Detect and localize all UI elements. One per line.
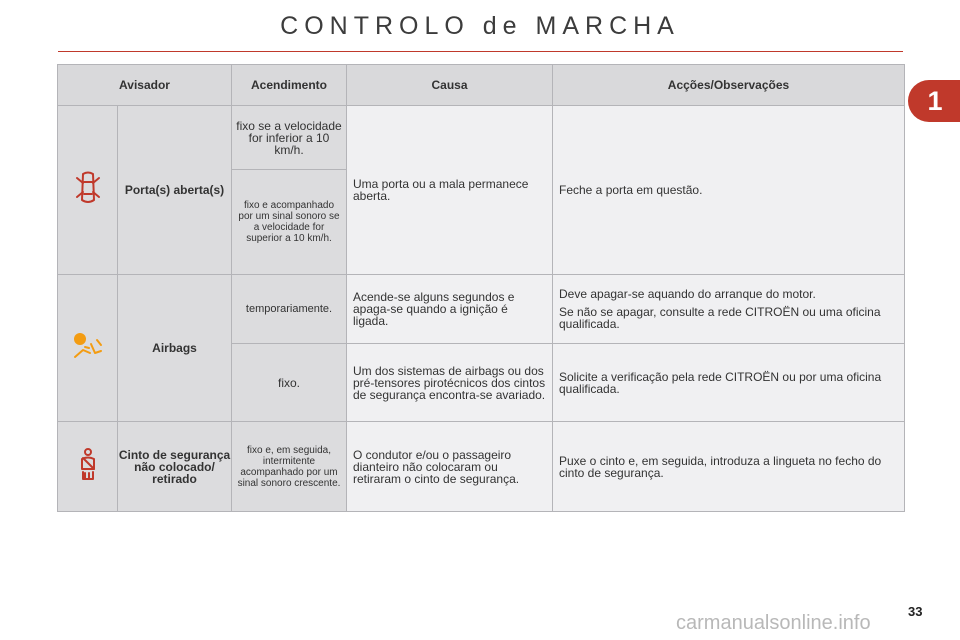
- page-title: CONTROLO de MARCHA: [280, 12, 680, 40]
- airbags-action-1-line-1: Deve apagar-se aquando do arranque do motor.: [559, 287, 816, 301]
- airbags-action-1-line-2: Se não se apagar, consulte a rede CITROËN ou uma oficina qualificada.: [559, 305, 881, 331]
- table-header-row: [58, 65, 905, 106]
- airbags-name: Airbags: [118, 275, 232, 422]
- table-row-seatbelt: [58, 422, 905, 512]
- seatbelt-action: Puxe o cinto e, em seguida, introduza a lingueta no fecho do cinto de segurança.: [553, 422, 905, 512]
- airbag-warning-icon: [71, 331, 105, 361]
- airbags-lighting-2: fixo.: [232, 344, 347, 422]
- header-causa: Causa: [347, 65, 553, 106]
- doors-lighting-2: fixo e acompanhado por um sinal sonoro se a velocidade for superior a 10 km/h.: [232, 170, 347, 275]
- doors-name: Porta(s) aberta(s): [118, 106, 232, 275]
- page-number: 33: [908, 604, 923, 619]
- warning-lights-table: [57, 64, 905, 512]
- door-open-warning-icon: [75, 170, 101, 206]
- header-avisador: Avisador: [58, 65, 232, 106]
- table-row-doors-1: [58, 106, 905, 170]
- seatbelt-cause: O condutor e/ou o passageiro dianteiro não colocaram ou retiraram o cinto de segurança.: [347, 422, 553, 512]
- seatbelt-lighting: fixo e, em seguida, intermitente acompanhado por um sinal sonoro crescente.: [232, 422, 347, 512]
- doors-cause: Uma porta ou a mala permanece aberta.: [347, 106, 553, 275]
- seatbelt-icon-cell: [58, 422, 118, 512]
- doors-lighting-1: fixo se a velocidade for inferior a 10 km/h.: [232, 106, 347, 170]
- title-divider: [58, 51, 903, 52]
- header-accoes: Acções/Observações: [553, 65, 905, 106]
- doors-icon-cell: [58, 106, 118, 275]
- doors-action: Feche a porta em questão.: [553, 106, 905, 275]
- airbags-lighting-1: temporariamente.: [232, 275, 347, 344]
- header-acendimento: Acendimento: [232, 65, 347, 106]
- airbags-cause-1: Acende-se alguns segundos e apaga-se quando a ignição é ligada.: [347, 275, 553, 344]
- airbags-cause-2: Um dos sistemas de airbags ou dos pré-tensores pirotécnicos dos cintos de segurança encontra-se avariado.: [347, 344, 553, 422]
- seatbelt-warning-icon: [77, 447, 99, 481]
- airbags-action-1: [553, 275, 905, 344]
- seatbelt-name: Cinto de segurança não colocado/ retirado: [118, 422, 232, 512]
- table-row-airbags-1: [58, 275, 905, 344]
- airbags-action-2: Solicite a verificação pela rede CITROËN ou por uma oficina qualificada.: [553, 344, 905, 422]
- watermark[interactable]: carmanualsonline.info: [676, 612, 871, 634]
- chapter-tab[interactable]: 1: [908, 80, 960, 122]
- airbags-icon-cell: [58, 275, 118, 422]
